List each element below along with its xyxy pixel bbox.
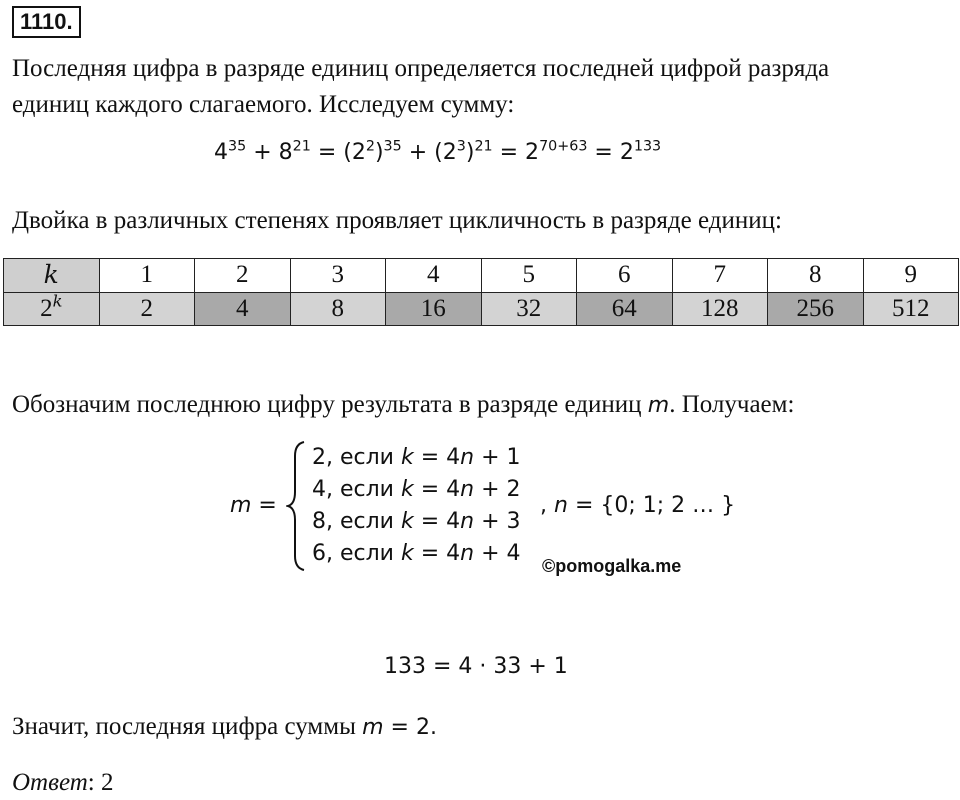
answer-value: : 2 (87, 769, 114, 796)
power-cell: 128 (672, 292, 768, 326)
answer-label: Ответ (12, 769, 88, 796)
k-cell: 8 (768, 259, 864, 293)
power-cell: 16 (386, 292, 482, 326)
power-cell: 8 (290, 292, 386, 326)
conclusion-text: Значит, последняя цифра суммы m = 2. (12, 713, 437, 740)
k-cell: 7 (672, 259, 768, 293)
power-row (4, 292, 959, 326)
task-number: 1110. (12, 6, 81, 38)
power-cell: 2 (99, 292, 195, 326)
power-cell: 512 (863, 292, 959, 326)
equation-sum: $4^{35} + 8^{21} = (2^2)^{35} + (2^3)^{21} = 2^{70+63} = 2^{133}$ (214, 138, 662, 165)
case-line: 6, если k = 4n + 4 (312, 541, 521, 566)
k-cell: 4 (386, 259, 482, 293)
system-lhs: m = (230, 493, 277, 518)
power-cell: 4 (195, 292, 291, 326)
k-cell: 5 (481, 259, 577, 293)
left-brace (286, 440, 308, 572)
power-cell: 64 (577, 292, 673, 326)
k-cell: 6 (577, 259, 673, 293)
case-line: 8, если k = 4n + 3 (312, 509, 521, 534)
k-row (4, 259, 959, 293)
case-line: 4, если k = 4n + 2 (312, 477, 521, 502)
k-cell: 2 (195, 259, 291, 293)
k-cell: 9 (863, 259, 959, 293)
power-cell: 256 (768, 292, 864, 326)
k-cell: 3 (290, 259, 386, 293)
case-line: 2, если k = 4n + 1 (312, 445, 521, 470)
intro-line-1: Последняя цифра в разряде единиц определяется последней цифрой разряда (12, 55, 830, 82)
cycle-text: Двойка в различных степенях проявляет цикличность в разряде единиц: (12, 207, 782, 234)
k-cell: 1 (99, 259, 195, 293)
power-header: 2$^k$ (4, 292, 100, 326)
k-header: k (4, 259, 100, 293)
powers-table (3, 258, 959, 326)
power-cell: 32 (481, 292, 577, 326)
equation-133: 133 = 4 · 33 + 1 (384, 654, 568, 679)
n-domain: , n = {0; 1; 2 … } (540, 493, 736, 518)
answer-line (12, 766, 113, 800)
watermark: ©pomogalka.me (542, 556, 682, 576)
intro-line-2: единиц каждого слагаемого. Исследуем сумму: (12, 91, 515, 118)
notation-text: Обозначим последнюю цифру результата в разряде единиц m. Получаем: (12, 391, 795, 418)
